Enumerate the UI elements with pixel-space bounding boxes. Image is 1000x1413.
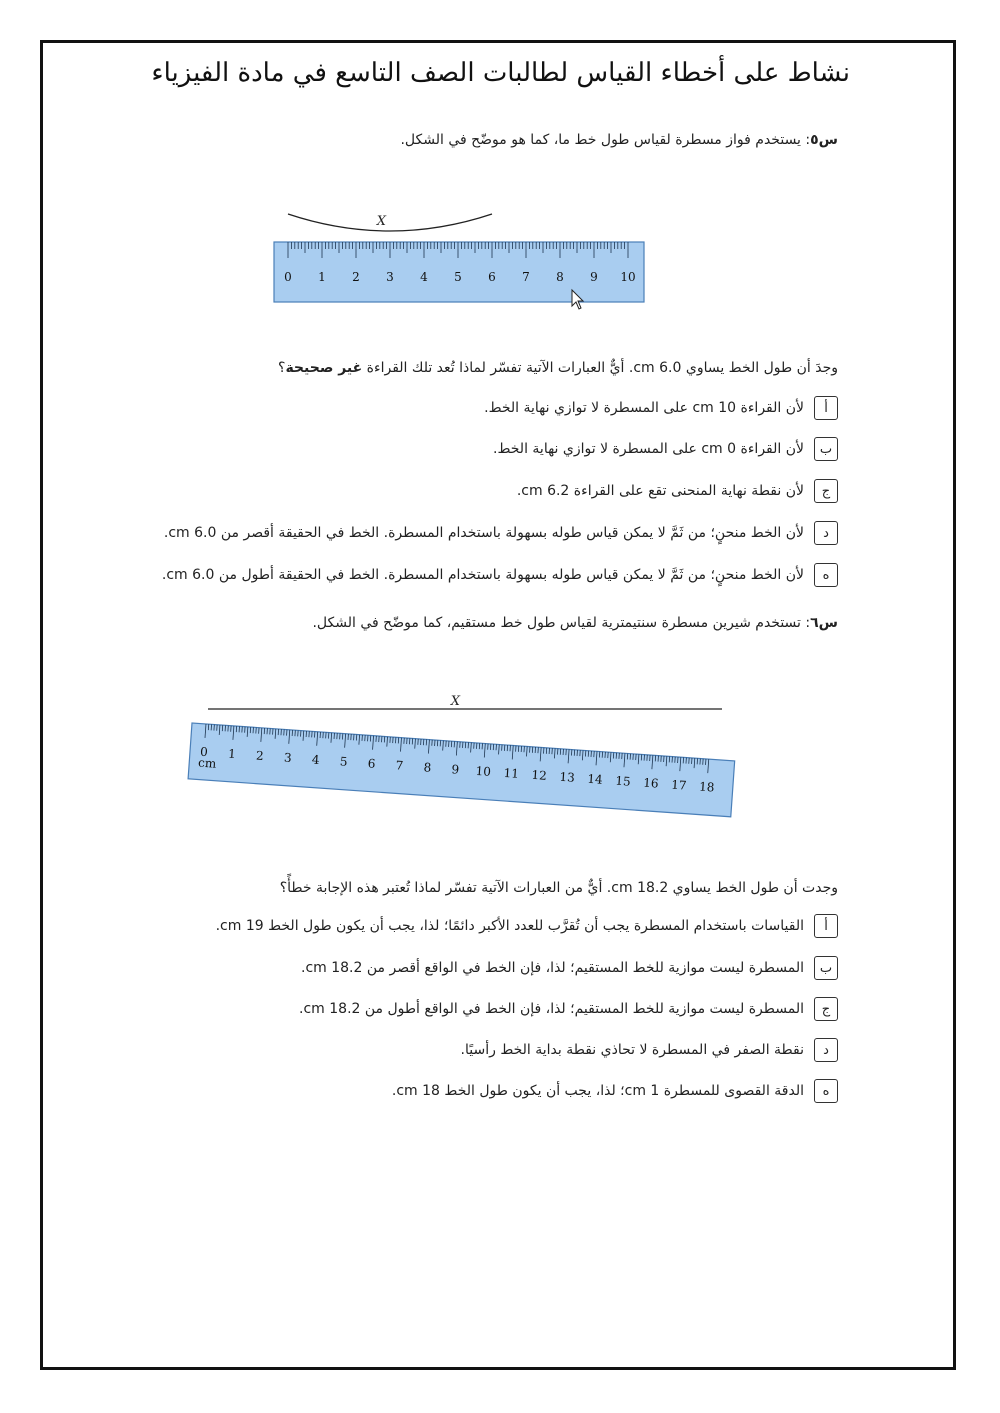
q6-ruler	[188, 723, 735, 817]
q5-option-a-letter[interactable]: أ	[814, 396, 838, 420]
q5-prompt-text: : يستخدم فواز مسطرة لقياس طول خط ما، كما هو موضّح في الشكل.	[400, 132, 811, 148]
ruler-tick-label: 8	[423, 760, 432, 775]
q5-option-c-letter[interactable]: ج	[814, 479, 838, 503]
ruler-tick-label: 5	[454, 270, 462, 284]
q5-curved-line	[288, 214, 492, 231]
q5-number: س٥	[810, 132, 838, 148]
q6-option-e[interactable]	[392, 1079, 838, 1103]
q6-option-a-letter[interactable]: أ	[814, 914, 838, 938]
q6-option-b-text: المسطرة ليست موازية للخط المستقيم؛ لذا، فإن الخط في الواقع أقصر من 18.2 cm.	[300, 960, 804, 976]
q5-option-d[interactable]	[164, 521, 838, 545]
q5-question	[278, 360, 838, 376]
q6-number: س٦	[810, 615, 838, 631]
q6-option-e-text: الدقة القصوى للمسطرة 1 cm؛ لذا، يجب أن يكون طول الخط 18 cm.	[391, 1083, 804, 1099]
q5-option-c[interactable]	[517, 479, 838, 503]
ruler-tick-label: 3	[283, 750, 293, 766]
ruler-tick-label: 5	[339, 754, 348, 769]
ruler-tick-label: 10	[475, 763, 492, 779]
q5-option-b[interactable]	[493, 437, 838, 461]
q6-question: وجدت أن طول الخط يساوي 18.2 cm. أيٌّ من العبارات الآتية تفسّر لماذا تُعتبر هذه الإجابة خطأً؟	[279, 880, 838, 896]
ruler-tick-label: 3	[386, 270, 394, 284]
ruler-tick-label: 12	[531, 767, 548, 783]
q5-option-a-text: لأن القراءة 10 cm على المسطرة لا توازي نهاية الخط.	[484, 400, 804, 416]
q5-option-a[interactable]	[484, 396, 838, 420]
q6-line-label: X	[450, 694, 460, 709]
ruler-tick-label: 0	[284, 270, 292, 284]
ruler-tick-label: 17	[670, 777, 687, 793]
q6-prompt	[312, 615, 838, 631]
q6-option-b-letter[interactable]: ب	[814, 956, 838, 980]
ruler-tick-label: 10	[620, 270, 636, 284]
q5-question-start: وجدَ أن طول الخط يساوي 6.0 cm. أيٌّ العبارات الآتية تفسّر لماذا تُعد تلك القراءة	[362, 360, 838, 376]
page-title: نشاط على أخطاء القياس لطالبات الصف التاسع في مادة الفيزياء	[151, 58, 850, 88]
q5-option-c-text: لأن نقطة نهاية المنحنى تقع على القراءة 6.2 cm.	[516, 483, 804, 499]
q6-ruler-figure	[180, 685, 750, 835]
ruler-tick-label: 4	[420, 270, 428, 284]
q5-line-label: X	[376, 214, 386, 229]
ruler-tick-label: 9	[590, 270, 598, 284]
q6-option-a[interactable]	[216, 914, 838, 938]
q5-question-end: ؟	[278, 360, 286, 376]
ruler-tick-label: 16	[642, 775, 660, 791]
ruler-tick-label: 15	[614, 773, 632, 789]
ruler-tick-label: 8	[556, 270, 564, 284]
ruler-tick-label: 7	[395, 758, 404, 773]
ruler-tick-label: 18	[698, 779, 715, 795]
q6-option-d-letter[interactable]: د	[814, 1038, 838, 1062]
q6-option-c-text: المسطرة ليست موازية للخط المستقيم؛ لذا، فإن الخط في الواقع أطول من 18.2 cm.	[299, 1001, 804, 1017]
ruler-tick-label: 9	[451, 762, 460, 777]
ruler-tick-label: 14	[586, 771, 604, 787]
ruler-tick-label: 11	[503, 765, 520, 781]
ruler-unit-label: cm	[197, 755, 217, 771]
q6-option-d[interactable]	[461, 1038, 838, 1062]
ruler-tick-label: 1	[227, 746, 237, 762]
q5-option-b-letter[interactable]: ب	[814, 437, 838, 461]
q5-option-b-text: لأن القراءة 0 cm على المسطرة لا توازي نهاية الخط.	[493, 441, 804, 457]
q6-option-d-text: نقطة الصفر في المسطرة لا تحاذي نقطة بداية الخط رأسيًا.	[460, 1042, 804, 1058]
q5-option-e-letter[interactable]: ه	[814, 563, 838, 587]
ruler-tick-label: 13	[559, 769, 576, 785]
q6-option-c[interactable]	[299, 997, 838, 1021]
q5-option-d-text: لأن الخط منحنٍ؛ من ثَمَّ لا يمكن قياس طوله بسهولة باستخدام المسطرة. الخط في الحقيقة أقصر من 6.0 cm.	[163, 525, 804, 541]
ruler-tick-label: 1	[318, 270, 326, 284]
q5-question-bold: غير صحيحة	[285, 360, 363, 376]
q6-option-c-letter[interactable]: ج	[814, 997, 838, 1021]
ruler-tick-label: 0	[199, 744, 209, 760]
q5-ruler-figure	[260, 200, 660, 315]
ruler-tick-label: 2	[255, 748, 265, 764]
ruler-tick-label: 4	[311, 752, 321, 767]
q5-option-d-letter[interactable]: د	[814, 521, 838, 545]
q6-option-e-letter[interactable]: ه	[814, 1079, 838, 1103]
q5-option-e[interactable]	[162, 563, 838, 587]
ruler-tick-label: 6	[367, 756, 376, 771]
q5-prompt	[400, 132, 838, 148]
q5-option-e-text: لأن الخط منحنٍ؛ من ثَمَّ لا يمكن قياس طوله بسهولة باستخدام المسطرة. الخط في الحقيقة أطول من 6.0 cm.	[161, 567, 804, 583]
ruler-tick-label: 6	[488, 270, 496, 284]
ruler-tick-label: 7	[522, 270, 530, 284]
ruler-tick-label: 2	[352, 270, 360, 284]
q6-prompt-text: : تستخدم شيرين مسطرة سنتيمترية لقياس طول خط مستقيم، كما موضّح في الشكل.	[312, 615, 811, 631]
q6-option-a-text: القياسات باستخدام المسطرة يجب أن تُقرَّب للعدد الأكبر دائمًا؛ لذا، يجب أن يكون طول الخط 19 cm.	[215, 918, 804, 934]
q6-option-b[interactable]	[301, 956, 838, 980]
